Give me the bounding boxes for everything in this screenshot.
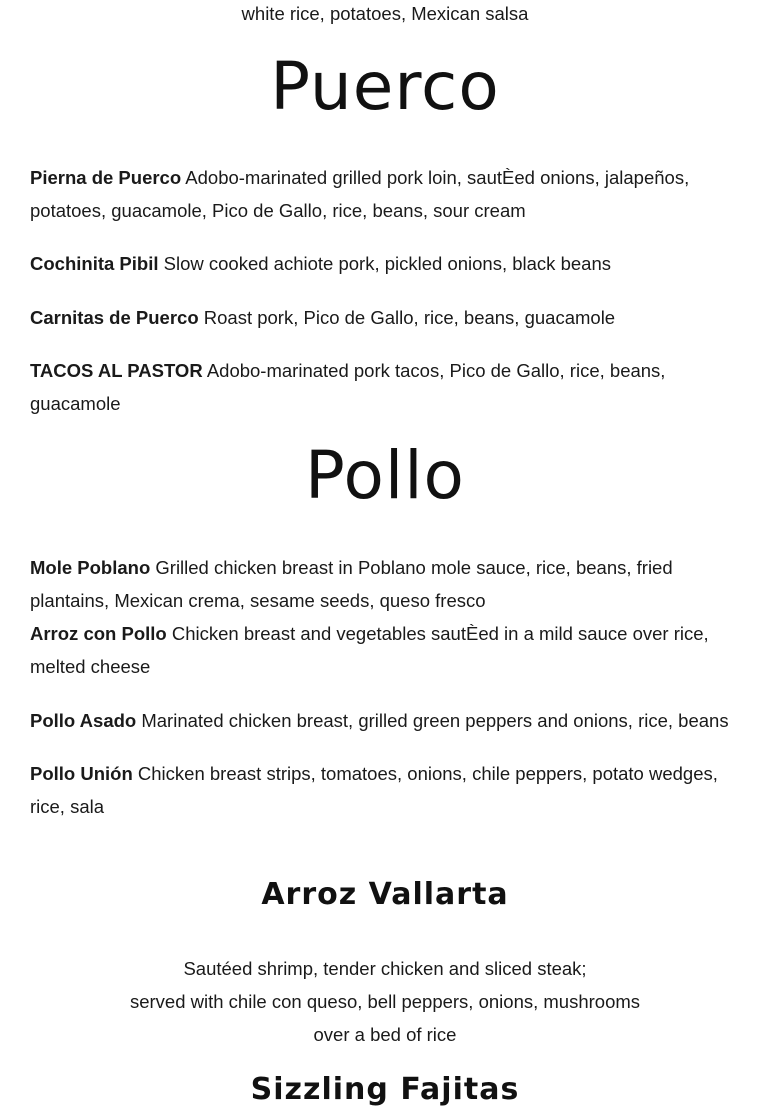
menu-item-description: Roast pork, Pico de Gallo, rice, beans, guacamole [203,307,616,328]
menu-item-name: Cochinita Pibil [30,253,159,274]
menu-item-name: Pollo Unión [30,763,133,784]
section-title-arroz-vallarta: Arroz Vallarta [261,877,509,912]
section-title-sizzling-fajitas: Sizzling Fajitas [250,1072,520,1107]
menu-item-name: Arroz con Pollo [30,623,167,644]
menu-item-name: Pollo Asado [30,710,137,731]
description-line: served with chile con queso, bell peppers, onions, mushrooms [129,991,641,1012]
menu-item-name: Pierna de Puerco [30,167,182,188]
menu-item-cochinita-pibil [30,247,740,280]
menu-item-name: Mole Poblano [30,557,151,578]
menu-item-description: Adobo-marinated pork tacos, Pico de Gallo, rice, beans, guacamole [30,360,666,414]
previous-item-description: white rice, potatoes, Mexican salsa [241,3,529,24]
section-title-pollo: Pollo [305,437,465,514]
menu-item-pierna-de-puerco [30,161,740,227]
menu-item-description: Adobo-marinated grilled pork loin, sautÈed onions, jalapeños, potatoes, guacamole, Pico de Gallo, rice, beans, sour cream [30,167,690,221]
menu-item-description: Chicken breast and vegetables sautÈed in a mild sauce over rice, melted cheese [30,623,709,677]
menu-item-tacos-al-pastor [30,354,740,420]
menu-item-mole-poblano [30,551,740,617]
arroz-vallarta-description [0,952,770,1051]
menu-item-arroz-con-pollo [30,617,740,683]
menu-item-carnitas-de-puerco [30,301,740,334]
menu-item-name: Carnitas de Puerco [30,307,199,328]
menu-item-description: Slow cooked achiote pork, pickled onions, black beans [163,253,611,274]
section-title-puerco: Puerco [270,48,500,125]
menu-item-description: Chicken breast strips, tomatoes, onions, chile peppers, potato wedges, rice, sala [30,763,718,817]
menu-item-name: TACOS AL PASTOR [30,360,203,381]
description-line: over a bed of rice [313,1024,457,1045]
menu-item-pollo-union [30,757,740,823]
menu-item-pollo-asado [30,704,750,737]
description-line: Sautéed shrimp, tender chicken and sliced steak; [183,958,587,979]
menu-item-description: Marinated chicken breast, grilled green peppers and onions, rice, beans [141,710,729,731]
menu-item-description: Grilled chicken breast in Poblano mole sauce, rice, beans, fried plantains, Mexican crema, sesame seeds, queso fresco [30,557,673,611]
